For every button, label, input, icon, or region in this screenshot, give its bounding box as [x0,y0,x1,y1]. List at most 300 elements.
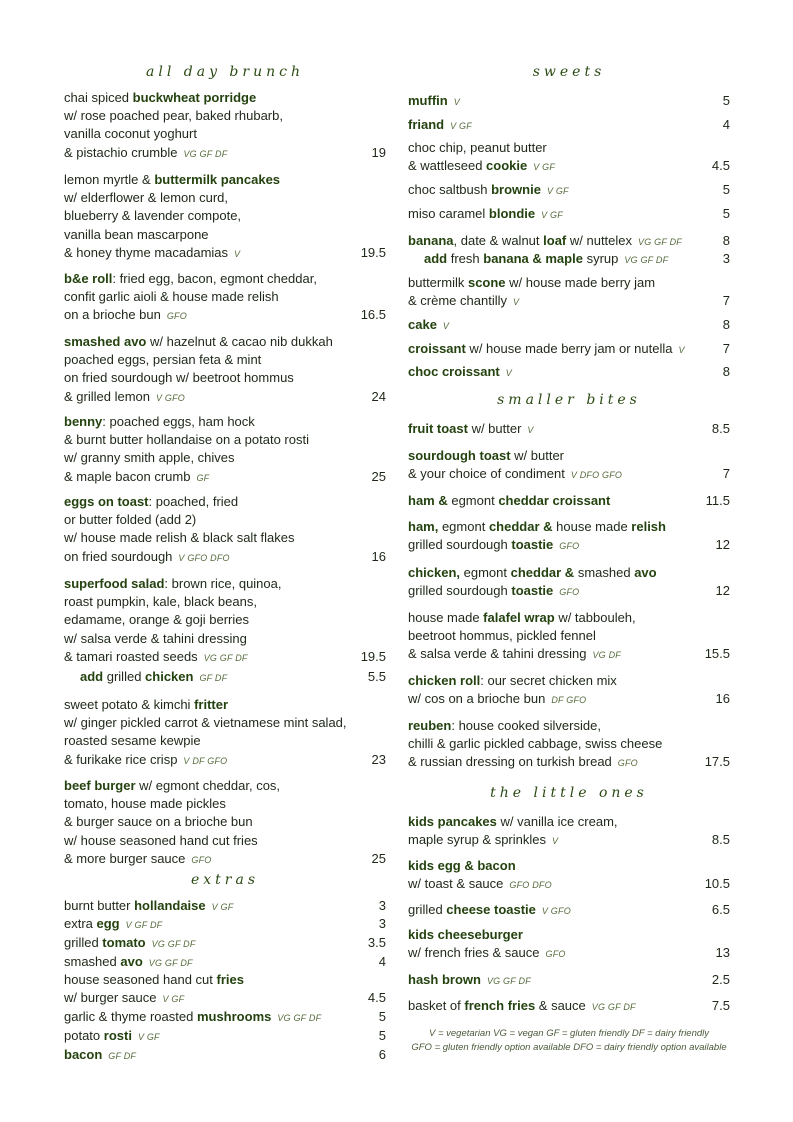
item-name: fries [216,972,244,987]
left-column [64,0,386,1122]
dietary-tag: GFO [545,949,566,960]
item-name: beef burger [64,778,136,793]
item-description: w/ butter [467,421,522,436]
item-price: 4.5 [367,990,386,1006]
item-description: w/ ginger pickled carrot & vietnamese mint salad, [64,715,347,731]
menu-item-line [64,696,386,714]
item-price: 6.5 [711,902,730,917]
menu-item-line [64,493,386,511]
menu-item-line [64,1027,386,1045]
menu-item-line [408,340,730,358]
item-description: on a brioche bun [64,307,161,323]
item-name: french fries [464,998,536,1013]
menu-item-line [64,795,386,813]
item-price: 4 [722,117,730,132]
menu-item-line [64,388,386,406]
item-price: 4.5 [711,158,730,174]
item-name: choc croissant [408,364,500,379]
menu-item-line [64,107,386,125]
item-name: cheddar & [488,519,553,534]
item-name: porridge [203,90,257,105]
dietary-tag: GF DF [199,673,228,683]
menu-item-line [408,92,730,110]
item-description: potato [64,1028,104,1043]
item-name: eggs on toast [64,494,149,509]
menu-item-line [408,831,730,849]
item-description: & tamari roasted seeds [64,648,198,664]
menu-item-line [64,333,386,351]
item-description: burnt butter [64,898,135,913]
dietary-tag: GFO [166,311,187,322]
menu-item-line [408,901,730,919]
item-description: & maple bacon crumb [64,468,191,484]
item-name: fritter [194,697,229,712]
item-description: grilled sourdough [408,583,512,599]
item-name: rosti [103,1028,132,1043]
item-description: grilled [103,669,146,684]
menu-item-line [64,226,386,244]
item-name: cookie [486,158,528,174]
menu-item-line [408,250,730,268]
menu-item-line [64,306,386,324]
item-description: blueberry & lavender compote, [64,208,242,224]
item-name: scone [467,275,506,290]
dietary-tag: VG GF DF [203,652,248,663]
item-price: 3.5 [367,935,386,950]
item-price: 8 [722,364,730,379]
item-price: 8.5 [711,832,730,848]
menu-item-line [64,125,386,143]
item-name: buckwheat [132,90,200,105]
item-name: buttermilk pancakes [154,172,281,187]
item-price: 17.5 [704,754,730,770]
menu-item-line [408,492,730,510]
dietary-legend-line-2: GFO = gluten friendly option available DFO = dairy friendly option available [411,1042,727,1053]
menu-item-line [64,1046,386,1064]
dietary-tag: V [505,368,512,378]
item-price: 11.5 [705,493,730,508]
item-price: 7.5 [711,998,730,1013]
item-description: choc chip, peanut butter [408,140,547,155]
menu-item-line [408,926,730,944]
menu-item-line [408,181,730,199]
dietary-tag: V [234,248,241,259]
item-description: w/ butter [510,448,565,463]
dietary-tag: V GFO [156,392,186,403]
menu-item-line [408,292,730,310]
item-description: roasted sesame kewpie [64,733,201,749]
menu-item-line [408,363,730,381]
item-description: house made [552,519,632,534]
menu-item-line [408,116,730,134]
menu-item-line [408,857,730,875]
item-price: 3 [722,251,730,266]
item-description: basket of [408,998,465,1013]
item-price: 16 [371,548,386,564]
menu-item-line [64,413,386,431]
dietary-tag: GFO [559,541,580,552]
item-price: 3 [378,898,386,913]
dietary-tag: V GF [162,994,185,1005]
dietary-tag: V [552,836,559,847]
item-description: : poached, fried [148,494,239,509]
dietary-tag: V [512,297,520,308]
dietary-tag: V GF DF [125,920,163,930]
item-name: ham & [408,493,448,508]
dietary-tag: V GF [546,186,569,196]
item-price: 7 [722,466,730,482]
item-description: : brown rice, quinoa, [164,576,282,591]
item-description: & burger sauce on a brioche bun [64,814,253,830]
item-description: w/ house made berry jam or nutella [465,341,673,356]
item-name: friand [408,117,445,132]
item-description: maple syrup & sprinkles [408,832,546,848]
item-description: & pistachio crumble [64,144,178,160]
dietary-tag: GFO [559,587,580,598]
item-description: w/ burger sauce [64,990,157,1006]
item-name: benny [64,414,103,429]
menu-item-line [64,989,386,1007]
item-price: 23 [371,751,386,767]
item-description: & salsa verde & tahini dressing [408,646,587,662]
item-description: : our secret chicken mix [480,673,617,688]
menu-item-line [64,611,386,629]
item-description: miso caramel [408,206,489,221]
item-name: brownie [491,182,541,197]
item-description: egmont [460,565,511,580]
item-price: 6 [378,1047,386,1062]
item-description: lemon myrtle & [64,172,155,187]
menu-item-line [408,735,730,753]
menu-item-line [64,511,386,529]
item-name: toastie [511,583,554,599]
item-name: banana [408,233,454,248]
item-name: reuben [408,718,452,733]
item-price: 13 [715,945,730,961]
item-name: cake [408,317,437,332]
item-description: & more burger sauce [64,850,186,866]
item-description: : fried egg, bacon, egmont cheddar, [112,271,317,286]
item-price: 12 [715,583,730,599]
dietary-tag: V DF GFO [183,755,228,766]
menu-item-line [64,953,386,971]
dietary-tag: VG GF DF [591,1002,636,1012]
menu-item-line [408,274,730,292]
item-description: chai spiced [64,90,133,105]
item-description: w/ toast & sauce [408,876,504,892]
item-description: house made [408,610,484,625]
item-description: grilled sourdough [408,537,512,553]
item-price: 8.5 [711,421,730,436]
menu-item-line [64,171,386,189]
menu-item-line [408,582,730,600]
item-description: chilli & garlic pickled cabbage, swiss cheese [408,736,663,752]
item-name: cheese toastie [446,902,536,917]
menu-item-line [64,575,386,593]
heading-the-little-ones: the little ones [490,785,648,801]
item-description: extra [64,916,97,931]
heading-all-day-brunch: all day brunch [146,64,304,80]
item-description: & furikake rice crisp [64,751,178,767]
dietary-tag: VG GF DF [183,148,228,159]
dietary-tag: VG DF [592,650,621,661]
item-price: 16 [715,691,730,707]
menu-item-line [64,648,386,666]
menu-item-line [408,316,730,334]
item-description: syrup [582,251,619,266]
item-description: edamame, orange & goji berries [64,612,249,628]
item-price: 19.5 [360,244,386,260]
item-name: egg [96,916,120,931]
item-description: or butter folded (add 2) [64,512,197,528]
menu-item-line [408,465,730,483]
item-description: w/ cos on a brioche bun [408,691,546,707]
menu-item-line [408,139,730,157]
item-price: 19 [371,144,386,160]
item-description: w/ house made relish & black salt flakes [64,530,295,546]
item-description: w/ hazelnut & cacao nib dukkah [146,334,333,349]
menu-item-line [64,915,386,933]
menu-item-line [64,468,386,486]
item-price: 5.5 [367,669,386,684]
item-description: w/ french fries & sauce [408,945,540,961]
item-description: & sauce [535,998,586,1013]
menu-item-line [408,717,730,735]
menu-item-line [408,690,730,708]
menu-item-line [64,548,386,566]
menu-item-line [64,369,386,387]
item-description: & crème chantilly [408,293,507,309]
dietary-tag: GF [196,472,210,483]
item-price: 24 [371,388,386,404]
item-price: 7 [722,341,730,356]
item-description: on fried sourdough w/ beetroot hommus [64,370,294,386]
item-price: 7 [722,293,730,309]
item-description: grilled [408,902,447,917]
menu-item-line [408,536,730,554]
dietary-tag: GFO [191,854,212,865]
menu-item-line [64,593,386,611]
item-price: 5 [722,182,730,197]
item-description: on fried sourdough [64,548,173,564]
dietary-tag: DF GFO [551,695,587,706]
item-name: loaf [543,233,567,248]
item-description: w/ nuttelex [566,233,633,248]
dietary-tag: V GFO [541,906,571,916]
item-description: beetroot hommus, pickled fennel [408,628,596,644]
item-description: garlic & thyme roasted [64,1009,197,1024]
menu-item-line [408,627,730,645]
item-price: 2.5 [711,972,730,987]
item-price: 10.5 [704,876,730,892]
item-description: egmont [438,519,489,534]
dietary-tag: VG GF DF [638,237,682,247]
item-description: : house cooked silverside, [451,718,601,733]
menu-item-line [408,753,730,771]
item-name: sourdough toast [408,448,511,463]
item-name: cheddar croissant [498,493,611,508]
item-name: hash brown [408,972,481,987]
item-description: smashed [574,565,635,580]
menu-item-line [408,420,730,438]
item-name: add [424,251,448,266]
menu-item-line [64,270,386,288]
dietary-legend-line-1: V = vegetarian VG = vegan GF = gluten friendly DF = dairy friendly [428,1028,710,1039]
item-price: 25 [371,468,386,484]
menu-item-line [64,630,386,648]
item-description: egmont [447,493,499,508]
menu-item-line [408,564,730,582]
item-description: w/ egmont cheddar, cos, [135,778,281,793]
dietary-tag: V GF [211,902,234,912]
right-column [408,0,730,1122]
item-name: b&e roll [64,271,113,286]
dietary-tag: V DFO GFO [570,470,623,481]
dietary-tag: VG GF DF [624,255,669,265]
item-name: blondie [488,206,536,221]
dietary-tag: V [527,425,534,435]
menu-item-line [64,351,386,369]
item-description: house seasoned hand cut [64,972,217,987]
item-name: muffin [408,93,448,108]
item-description: w/ rose poached pear, baked rhubarb, [64,108,283,124]
item-description: & russian dressing on turkish bread [408,754,612,770]
item-name: superfood salad [64,576,165,591]
item-price: 8 [722,317,730,332]
dietary-tag: VG GF DF [486,976,531,986]
menu-item-line [64,714,386,732]
item-description: w/ elderflower & lemon curd, [64,190,229,206]
menu-item-line [408,157,730,175]
item-description: & your choice of condiment [408,466,565,482]
menu-item-line [408,447,730,465]
item-description: w/ salsa verde & tahini dressing [64,630,247,646]
item-description: vanilla bean mascarpone [64,226,209,242]
menu-item-line [408,971,730,989]
item-price: 4 [378,954,386,969]
item-name: avo [634,565,657,580]
item-description: & honey thyme macadamias [64,244,229,260]
menu-item-line [408,944,730,962]
item-name: avo [120,954,143,969]
item-description: poached eggs, persian feta & mint [64,352,262,368]
dietary-tag: GFO DFO [509,880,552,891]
dietary-tag: GF DF [108,1051,137,1061]
menu-item-line [408,997,730,1015]
dietary-tag: V GF [137,1032,160,1042]
item-name: kids pancakes [408,814,497,829]
menu-item-line [64,732,386,750]
dietary-tag: VG GF DF [277,1013,322,1023]
item-price: 5 [722,93,730,108]
menu-item-line [64,189,386,207]
dietary-tag: V GFO DFO [178,552,230,563]
menu-item-line [64,431,386,449]
dietary-tag: V [453,97,460,107]
menu-item-line [64,850,386,868]
menu-item-line [64,244,386,262]
item-price: 8 [722,233,730,248]
dietary-tag: V GF [533,162,556,173]
menu-item-line [64,449,386,467]
item-description: w/ granny smith apple, chives [64,450,235,466]
item-description: w/ tabbouleh, [554,610,636,625]
item-name: banana & maple [483,251,583,266]
dietary-tag: V GF [541,210,563,220]
menu-item-line [64,897,386,915]
item-description: smashed [64,954,121,969]
menu-item-line [408,875,730,893]
menu-item-line [64,777,386,795]
item-price: 3 [378,916,386,931]
item-description: tomato, house made pickles [64,796,226,812]
item-name: fruit toast [408,421,468,436]
item-description: roast pumpkin, kale, black beans, [64,594,257,610]
item-name: add [80,669,104,684]
menu-item-line [64,144,386,162]
menu-item-line [408,518,730,536]
item-description: sweet potato & kimchi [64,697,195,712]
item-name: chicken, [408,565,461,580]
dietary-tag: V GF [450,121,472,131]
menu-item-line [64,934,386,952]
menu-item-line [64,89,386,107]
menu-item-line [408,609,730,627]
item-description: choc saltbush [408,182,492,197]
item-price: 15.5 [704,646,730,662]
item-name: ham, [408,519,439,534]
item-name: cheddar & [510,565,575,580]
menu-item-line [64,751,386,769]
menu-item-line [408,813,730,831]
menu-item-line [64,668,386,686]
item-price: 12 [715,537,730,553]
dietary-tag: VG GF DF [151,939,196,949]
item-price: 19.5 [360,648,386,664]
heading-sweets: sweets [532,64,606,80]
item-name: chicken [145,669,194,684]
heading-extras: extras [190,872,260,888]
menu-item-line [64,288,386,306]
item-description: grilled [64,935,103,950]
item-name: kids cheeseburger [408,927,523,942]
item-name: hollandaise [134,898,206,913]
menu-item-line [64,1008,386,1026]
dietary-tag: V [442,321,450,331]
dietary-tag: V [678,345,685,355]
item-name: falafel wrap [483,610,555,625]
item-description: w/ vanilla ice cream, [496,814,618,829]
item-name: relish [631,519,666,534]
heading-smaller-bites: smaller bites [497,392,641,408]
item-price: 5 [722,206,730,221]
item-description: fresh [447,251,484,266]
item-name: chicken roll [408,673,481,688]
item-name: bacon [64,1047,103,1062]
item-name: kids egg & bacon [408,858,516,873]
item-price: 5 [378,1028,386,1043]
menu-item-line [64,971,386,989]
item-price: 16.5 [360,307,386,323]
menu-item-line [408,232,730,250]
menu-item-line [64,529,386,547]
item-description: w/ house seasoned hand cut fries [64,832,258,848]
item-description: & wattleseed [408,158,487,174]
item-name: tomato [102,935,146,950]
item-description: & grilled lemon [64,388,150,404]
item-price: 5 [378,1009,386,1024]
item-name: toastie [511,537,554,553]
